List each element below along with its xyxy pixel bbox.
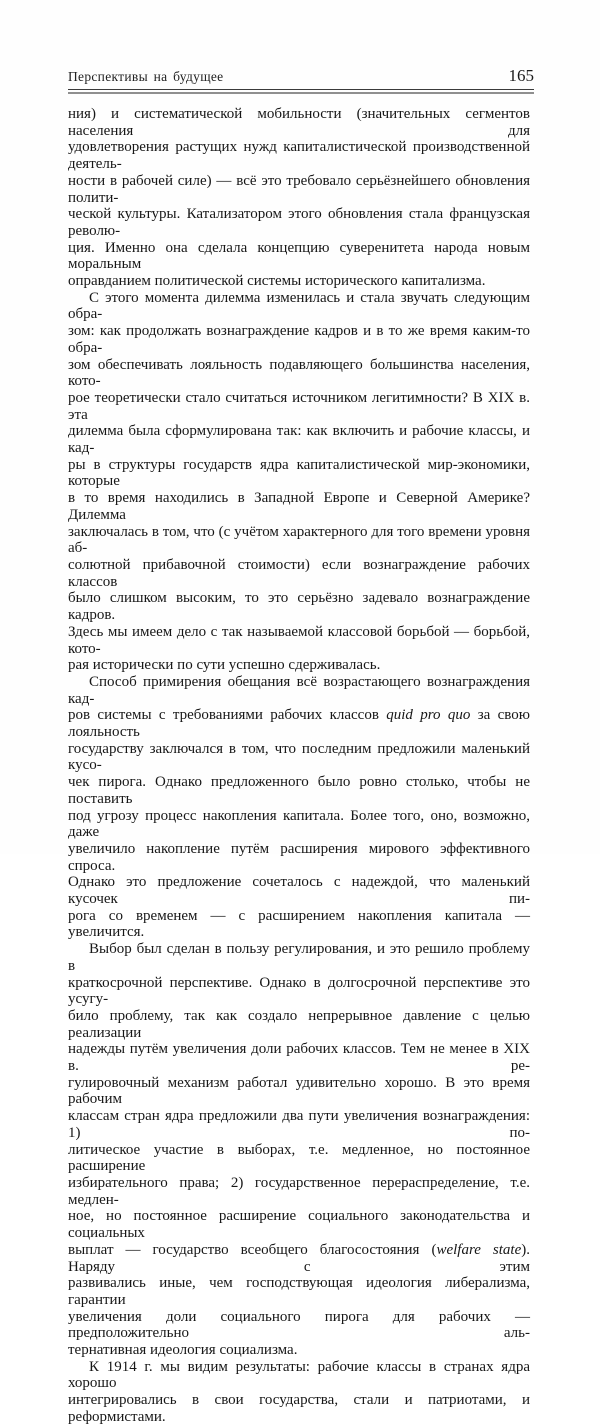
text-line: избирательного права; 2) государственное перераспределение, т.е. медлен- [68,1175,530,1208]
text-line: зом: как продолжать вознаграждение кадров и в то же время каким-то обра- [68,323,530,356]
text-line: гулировочный механизм работал удивительно хорошо. В это время рабочим [68,1074,530,1108]
text-line: рога со временем — с расширением накопления капитала — увеличится. [68,907,530,941]
text-line: государству заключался в том, что последним предложили маленький кусо- [68,740,530,774]
text-line: ров системы с требованиями рабочих классов quid pro quo за свою лояльность [68,707,530,741]
text-line: солютной прибавочной стоимости) если вознаграждение рабочих классов [68,556,530,590]
text-line: К 1914 г. мы видим результаты: рабочие классы в странах ядра хорошо [68,1358,530,1392]
text-line: ческой культуры. Катализатором этого обновления стала французская револю- [68,206,530,239]
text-line: ры в структуры государств ядра капиталистической мир-экономики, которые [68,456,530,490]
paragraph [68,941,530,1359]
text-line: заключалась в том, что (с учётом характерного для того времени уровня аб- [68,523,530,557]
text-line: интегрировались в свои государства, стали и патриотами, и реформистами. [68,1392,530,1425]
text-line: тернативная идеология социализма. [68,1342,298,1359]
text-line: Однако это предложение сочеталось с надеждой, что маленький кусочек пи- [68,874,530,908]
text-line: было слишком высоким, то это серьёзно задевало вознаграждение кадров. [68,590,530,624]
text-line: выплат — государство всеобщего благосостояния (welfare state). Наряду с этим [68,1241,530,1275]
text-line: увеличения доли социального пирога для рабочих — предположительно аль- [68,1308,530,1342]
text-line: Способ примирения обещания всё возрастающего вознаграждения кад- [68,673,530,707]
text-line: увеличило накопление путём расширения мирового эффективного спроса. [68,840,530,874]
body-text [68,94,530,1426]
text-line: надежды путём увеличения доли рабочих классов. Тем не менее в XIX в. ре- [68,1041,530,1075]
text-line: под угрозу процесс накопления капитала. Более того, оно, возможно, даже [68,807,530,841]
paragraph [68,106,530,290]
running-title: Перспективы на будущее [68,69,224,84]
paragraph [68,290,530,674]
page-header [68,66,534,86]
text-line: рое теоретически стало считаться источником легитимности? В XIX в. эта [68,389,530,423]
text-line: ция. Именно она сделала концепцию суверенитета народа новым моральным [68,239,530,273]
text-line: Выбор был сделан в пользу регулирования, и это решило проблему в [68,941,530,974]
paragraph [68,1359,530,1426]
text-line: Здесь мы имеем дело с так называемой классовой борьбой — борьбой, кото- [68,623,530,657]
text-line: в то время находились в Западной Европе и Северной Америке? Дилемма [68,490,530,523]
text-line: ное, но постоянное расширение социального законодательства и социальных [68,1208,530,1242]
text-line: развивались иные, чем господствующая идеология либерализма, гарантии [68,1275,530,1308]
text-line: ности в рабочей силе) — всё это требовало серьёзнейшего обновления полити- [68,172,530,206]
text-line: било проблему, так как создало непрерывное давление с целью реализации [68,1007,530,1041]
text-line: оправданием политической системы исторического капитализма. [68,273,486,290]
text-line: рая исторически по сути успешно сдерживалась. [68,657,381,674]
text-line: зом обеспечивать лояльность подавляющего большинства населения, кото- [68,356,530,390]
text-line: чек пирога. Однако предложенного было ровно столько, чтобы не поставить [68,774,530,807]
text-line: удовлетворения растущих нужд капиталистической производственной деятель- [68,139,530,173]
text-line: дилемма была сформулирована так: как включить и рабочие классы, и кад- [68,423,530,457]
text-line: краткосрочной перспективе. Однако в долгосрочной перспективе это усугу- [68,974,530,1008]
paragraph [68,674,530,941]
text-line: ния) и систематической мобильности (значительных сегментов населения для [68,106,530,139]
text-line: С этого момента дилемма изменилась и стала звучать следующим обра- [68,289,530,323]
text-line: классам стран ядра предложили два пути увеличения вознаграждения: 1) по- [68,1108,530,1141]
page-number: 165 [508,66,534,85]
text-line: литическое участие в выборах, т.е. медленное, но постоянное расширение [68,1141,530,1175]
